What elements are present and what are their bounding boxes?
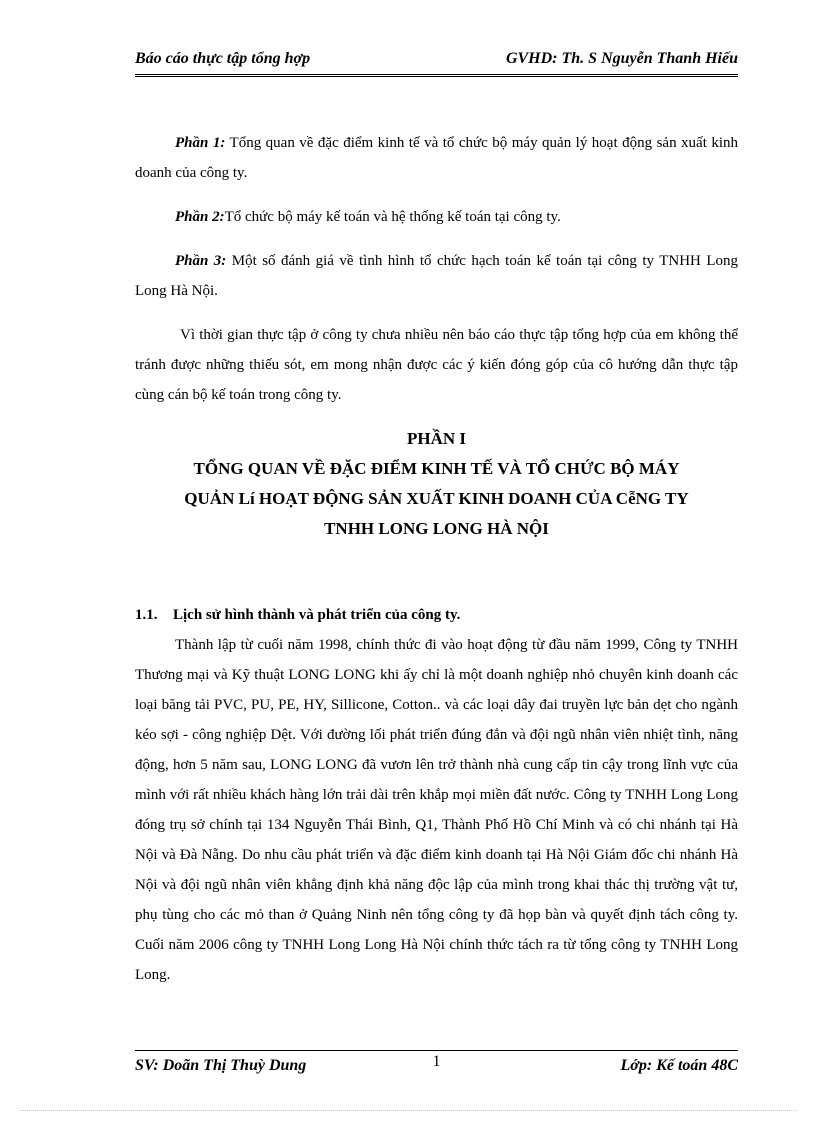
part-2-text: Tổ chức bộ máy kế toán và hệ thống kế toán tại công ty. <box>224 209 561 225</box>
intro-part-1 <box>135 128 738 188</box>
page-footer <box>135 1050 738 1074</box>
part-3-text: Một số đánh giá về tình hình tổ chức hạch toán kế toán tại công ty TNHH Long Long Hà Nội. <box>135 253 739 299</box>
footer-student: SV: Doãn Thị Thuỳ Dung <box>135 1057 307 1074</box>
page-header <box>135 44 738 77</box>
part-2-label: Phần 2: <box>175 209 225 225</box>
part-title <box>135 424 738 544</box>
part-title-line-3: QUẢN Lí HOẠT ĐỘNG SẢN XUẤT KINH DOANH CỦA CễNG TY <box>184 489 689 508</box>
header-report-title: Báo cáo thực tập tổng hợp <box>135 50 311 67</box>
page-content <box>135 128 738 990</box>
intro-part-2 <box>135 202 738 232</box>
page-bottom-divider <box>20 1110 796 1111</box>
part-3-label: Phần 3: <box>175 253 227 269</box>
section-heading <box>135 600 738 630</box>
intro-closing: Vì thời gian thực tập ở công ty chưa nhiều nên báo cáo thực tập tổng hợp của em không thể tránh được những thiếu sót, em mong nhận được các ý kiến đóng góp của cô hướng dẫn thực tập cùng cán bộ kế toán trong công ty. <box>135 327 738 403</box>
section-title: Lịch sử hình thành và phát triển của công ty. <box>173 607 461 623</box>
part-1-label: Phần 1: <box>175 135 226 151</box>
part-title-line-1: PHẦN I <box>406 429 467 448</box>
intro-part-3 <box>135 246 738 306</box>
footer-class: Lớp: Kế toán 48C <box>620 1057 738 1074</box>
section-number: 1.1. <box>135 607 158 623</box>
section-body: Thành lập từ cuối năm 1998, chính thức đi vào hoạt động từ đầu năm 1999, Công ty TNHH Thương mại và Kỹ thuật LONG LONG khi ấy chỉ là một doanh nghiệp nhỏ chuyên kinh doanh các loại băng tải PVC, PU, PE, HY, Sillicone, Cotton.. và các loại dây đai truyền lực bản dẹt cho ngành kéo sợi - công nghiệp Dệt. Với đường lối phát triển đúng đắn và đội ngũ nhân viên nhiệt tình, năng động, hơn 5 năm sau, LONG LONG đã vươn lên trở thành nhà cung cấp tin cậy trong lĩnh vực của mình với rất nhiều khách hàng lớn trải dài trên khắp mọi miền đất nước. Công ty TNHH Long Long đóng trụ sở chính tại 134 Nguyễn Thái Bình, Q1, Thành Phố Hồ Chí Minh và có chi nhánh tại Hà Nội và Đà Nẵng. Do nhu cầu phát triển và đặc điểm kinh doanh tại Hà Nội Giám đốc chi nhánh Hà Nội và đội ngũ nhân viên khẳng định khả năng độc lập của mình trong khai thác thị trường vật tư, phụ tùng cho các mỏ than ở Quảng Ninh nên tổng công ty đã họp bàn và quyết định tách công ty. Cuối năm 2006 công ty TNHH Long Long Hà Nội chính thức tách ra từ tổng công ty TNHH Long Long. <box>135 637 738 983</box>
header-supervisor: GVHD: Th. S Nguyễn Thanh Hiếu <box>505 50 738 67</box>
part-title-line-2: TỔNG QUAN VỀ ĐẶC ĐIỂM KINH TẾ VÀ TỔ CHỨC BỘ MÁY <box>193 459 680 478</box>
part-title-line-4: TNHH LONG LONG HÀ NỘI <box>324 519 549 538</box>
part-1-text: Tổng quan về đặc điểm kinh tế và tổ chức bộ máy quản lý hoạt động sản xuất kinh doanh của công ty. <box>135 135 739 181</box>
page-number: 1 <box>432 1053 441 1070</box>
